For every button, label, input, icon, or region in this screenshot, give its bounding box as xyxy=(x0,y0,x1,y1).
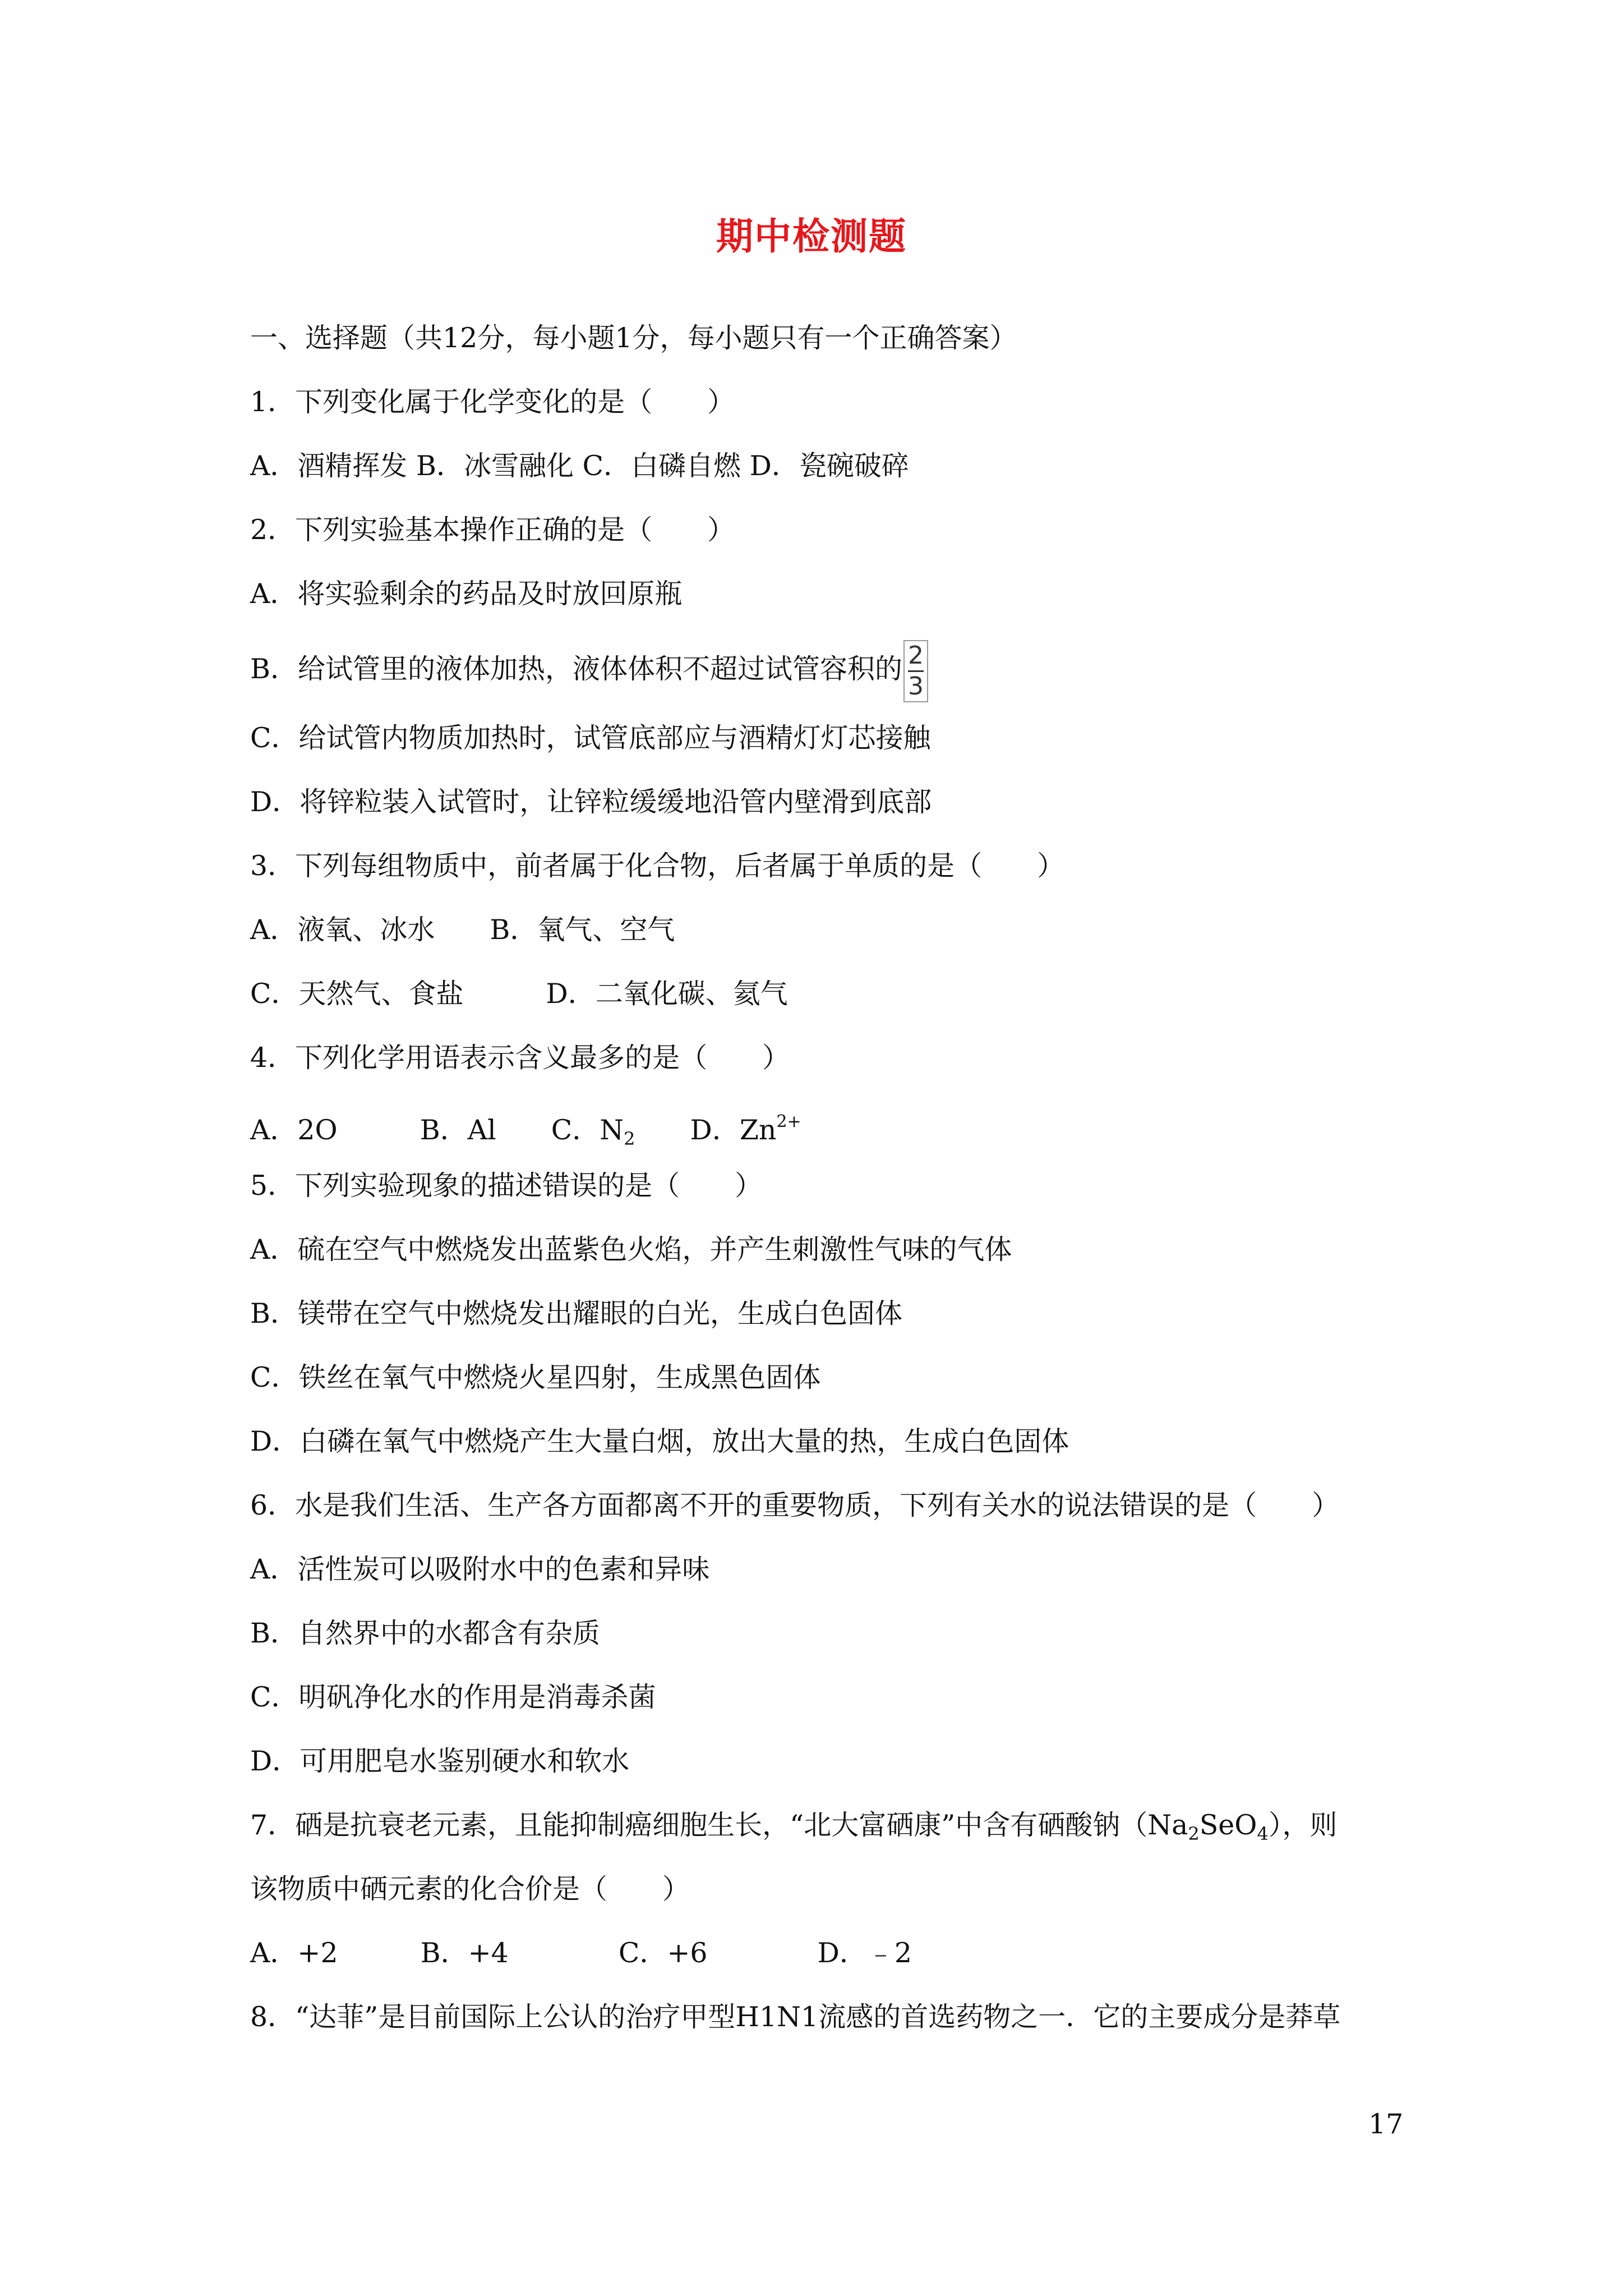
section-heading: 一、选择题（共12分，每小题1分，每小题只有一个正确答案） xyxy=(250,322,1017,354)
q7-stem-part3: ），则 xyxy=(1268,1809,1338,1841)
q7-sub-o: 4 xyxy=(1257,1823,1269,1844)
q6-option-d: D．可用肥皂水鉴别硬水和软水 xyxy=(250,1745,630,1777)
q2-option-b xyxy=(250,640,928,702)
fraction-two-thirds xyxy=(903,640,928,702)
q3-options-ab: A．液氧、冰水 B．氧气、空气 xyxy=(250,914,675,946)
page-title: 期中检测题 xyxy=(716,214,907,258)
q5-option-a: A．硫在空气中燃烧发出蓝紫色火焰，并产生刺激性气味的气体 xyxy=(250,1234,1012,1266)
q2-stem: 2．下列实验基本操作正确的是（ ） xyxy=(250,514,735,546)
q7-sub-na: 2 xyxy=(1188,1823,1200,1844)
q5-option-c: C．铁丝在氧气中燃烧火星四射，生成黑色固体 xyxy=(250,1361,821,1393)
q1-stem: 1．下列变化属于化学变化的是（ ） xyxy=(250,386,735,418)
q7-options: A．+2 B．+4 C．+6 D．﹣2 xyxy=(250,1937,912,1969)
q5-option-b: B．镁带在空气中燃烧发出耀眼的白光，生成白色固体 xyxy=(250,1297,903,1329)
q4-c-subscript: 2 xyxy=(624,1128,635,1149)
q1-options: A．酒精挥发 B．冰雪融化 C．白磷自燃 D．瓷碗破碎 xyxy=(250,450,909,482)
q4-options-abc: A．2O B．Al C．N xyxy=(250,1114,624,1146)
q8-stem: 8．“达菲”是目前国际上公认的治疗甲型H1N1流感的首选药物之一．它的主要成分是莽草 xyxy=(250,2001,1341,2033)
page-number: 17 xyxy=(1368,2108,1404,2140)
q2-option-d: D．将锌粒装入试管时，让锌粒缓缓地沿管内壁滑到底部 xyxy=(250,786,932,818)
q7-stem-part2: SeO xyxy=(1199,1809,1257,1841)
q4-stem: 4．下列化学用语表示含义最多的是（ ） xyxy=(250,1042,790,1074)
q2-option-c: C．给试管内物质加热时，试管底部应与酒精灯灯芯接触 xyxy=(250,722,931,754)
q6-option-a: A．活性炭可以吸附水中的色素和异味 xyxy=(250,1553,710,1585)
q3-stem: 3．下列每组物质中，前者属于化合物，后者属于单质的是（ ） xyxy=(250,850,1065,882)
q4-options xyxy=(250,1104,801,1157)
q5-stem: 5．下列实验现象的描述错误的是（ ） xyxy=(250,1170,763,1202)
q3-options-cd: C．天然气、食盐 D．二氧化碳、氦气 xyxy=(250,978,788,1010)
q7-stem xyxy=(250,1807,1337,1852)
q4-option-d: D．Zn xyxy=(635,1114,777,1146)
q7-stem-line2: 该物质中硒元素的化合价是（ ） xyxy=(250,1873,690,1905)
fraction-denominator: 3 xyxy=(908,672,924,701)
q4-d-superscript: 2+ xyxy=(776,1112,801,1131)
q7-stem-part1: 7．硒是抗衰老元素，且能抑制癌细胞生长，“北大富硒康”中含有硒酸钠（Na xyxy=(250,1809,1188,1841)
q6-option-b: B．自然界中的水都含有杂质 xyxy=(250,1617,601,1649)
q2-option-a: A．将实验剩余的药品及时放回原瓶 xyxy=(250,578,683,610)
q5-option-d: D．白磷在氧气中燃烧产生大量白烟，放出大量的热，生成白色固体 xyxy=(250,1425,1069,1457)
fraction-numerator: 2 xyxy=(908,641,924,670)
q2-option-b-text: B．给试管里的液体加热，液体体积不超过试管容积的 xyxy=(250,653,903,685)
q6-option-c: C．明矾净化水的作用是消毒杀菌 xyxy=(250,1681,656,1713)
q6-stem: 6．水是我们生活、生产各方面都离不开的重要物质，下列有关水的说法错误的是（ ） xyxy=(250,1489,1340,1521)
